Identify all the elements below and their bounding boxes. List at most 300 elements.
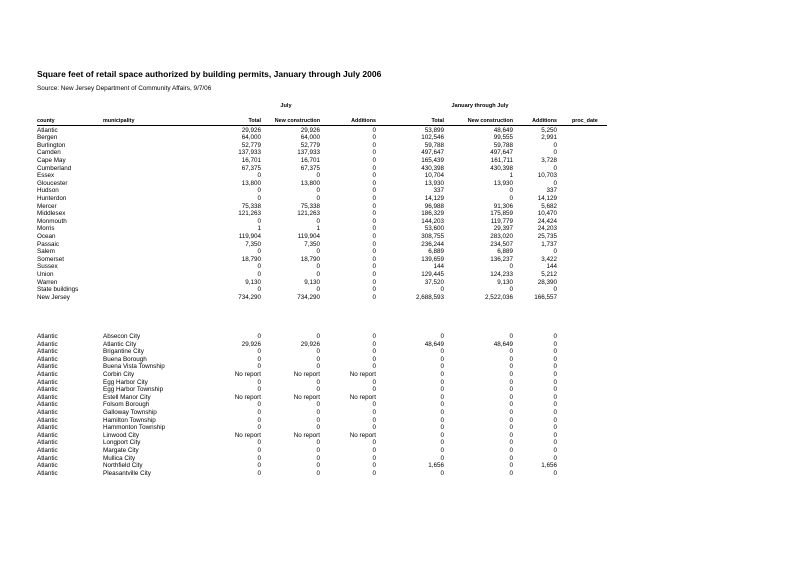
cell-ytd-new-construction: 0 — [509, 439, 513, 447]
cell-month-additions: No report — [349, 371, 376, 378]
cell-month-additions: 0 — [372, 447, 376, 454]
cell-month-new-construction: 119,904 — [297, 232, 320, 240]
cell-ytd-additions: 0 — [553, 179, 557, 187]
cell-municipality: Buena Vista Township — [103, 363, 165, 371]
cell-month-additions: No report — [349, 393, 376, 401]
cell-ytd-additions: 0 — [553, 371, 557, 378]
cell-month-additions: 0 — [372, 172, 376, 180]
cell-month-total: 0 — [257, 172, 261, 180]
cell-ytd-new-construction: 0 — [509, 469, 513, 477]
cell-ytd-total: 0 — [440, 371, 444, 378]
cell-ytd-new-construction: 0 — [509, 363, 513, 371]
cell-month-new-construction: 734,290 — [297, 293, 320, 301]
cell-ytd-total: 186,329 — [421, 210, 444, 218]
cell-county: Atlantic — [37, 348, 58, 356]
cell-month-additions: 0 — [372, 293, 376, 301]
cell-ytd-additions: 0 — [553, 149, 557, 157]
report-title: Square feet of retail space authorized by building permits, January through July 2006 — [37, 69, 382, 79]
municipality-row — [37, 470, 607, 478]
cell-month-additions: 0 — [372, 194, 376, 202]
cell-month-additions: 0 — [372, 141, 376, 149]
cell-ytd-new-construction: 6,889 — [497, 248, 513, 256]
cell-ytd-additions: 0 — [553, 454, 557, 462]
cell-month-additions: 0 — [372, 134, 376, 142]
cell-month-new-construction: 64,000 — [300, 134, 320, 142]
cell-month-total: 0 — [257, 469, 261, 477]
cell-county: Salem — [37, 248, 55, 256]
cell-month-total: 0 — [257, 263, 261, 271]
cell-month-total: 29,926 — [241, 340, 261, 348]
cell-ytd-new-construction: 0 — [509, 333, 513, 340]
cell-month-additions: 0 — [372, 454, 376, 462]
cell-month-additions: 0 — [372, 469, 376, 477]
cell-municipality: Hamilton Township — [103, 416, 156, 424]
cell-month-new-construction: 0 — [316, 409, 320, 416]
cell-ytd-new-construction: 29,397 — [493, 225, 513, 233]
cell-ytd-additions: 24,424 — [537, 217, 557, 225]
cell-municipality: Absecon City — [103, 333, 141, 340]
cell-ytd-additions: 1,656 — [541, 462, 557, 470]
cell-month-additions: 0 — [372, 149, 376, 157]
cell-county: Atlantic — [37, 393, 58, 401]
cell-month-new-construction: 75,338 — [300, 202, 320, 210]
cell-month-additions: 0 — [372, 340, 376, 348]
cell-ytd-total: 0 — [440, 363, 444, 371]
cell-month-additions: 0 — [372, 333, 376, 340]
cell-ytd-total: 0 — [440, 409, 444, 416]
cell-month-new-construction: 1 — [316, 225, 320, 233]
cell-county: Somerset — [37, 255, 64, 263]
cell-month-new-construction: No report — [293, 431, 320, 439]
cell-month-additions: 0 — [372, 401, 376, 409]
cell-month-total: 0 — [257, 409, 261, 416]
cell-municipality: Egg Harbor Township — [103, 386, 164, 394]
col-municipality: municipality — [103, 118, 135, 124]
cell-month-new-construction: 0 — [316, 270, 320, 278]
cell-county: Atlantic — [37, 454, 58, 462]
cell-county: Bergen — [37, 134, 58, 142]
cell-ytd-total: 0 — [440, 333, 444, 340]
cell-month-new-construction: 0 — [316, 355, 320, 363]
cell-ytd-new-construction: 48,649 — [493, 126, 513, 134]
cell-ytd-total: 102,546 — [421, 134, 444, 142]
cell-month-total: 0 — [257, 416, 261, 424]
cell-month-new-construction: 0 — [316, 378, 320, 386]
cell-ytd-total: 0 — [440, 447, 444, 454]
cell-month-total: 121,263 — [238, 210, 261, 218]
cell-county: Ocean — [37, 232, 56, 240]
cell-ytd-total: 430,398 — [421, 164, 444, 172]
cell-month-new-construction: 0 — [316, 416, 320, 424]
cell-county: Hudson — [37, 187, 59, 195]
cell-month-new-construction: No report — [293, 393, 320, 401]
cell-county: Atlantic — [37, 126, 58, 134]
cell-ytd-new-construction: 124,233 — [490, 270, 513, 278]
cell-ytd-new-construction: 2,522,036 — [484, 293, 513, 301]
cell-ytd-new-construction: 0 — [509, 409, 513, 416]
cell-month-new-construction: 9,130 — [304, 278, 320, 286]
cell-month-total: 0 — [257, 348, 261, 356]
cell-municipality: Longport City — [103, 439, 141, 447]
cell-ytd-new-construction: 91,306 — [493, 202, 513, 210]
col-ytd-total: Total — [431, 118, 444, 124]
cell-month-total: No report — [234, 393, 261, 401]
col-month-new-construction: New construction — [274, 118, 320, 124]
cell-month-new-construction: 16,701 — [300, 156, 320, 164]
cell-month-new-construction: 0 — [316, 439, 320, 447]
cell-month-new-construction: No report — [293, 371, 320, 378]
cell-county: Atlantic — [37, 416, 58, 424]
cell-month-total: 0 — [257, 194, 261, 202]
cell-month-total: 0 — [257, 217, 261, 225]
cell-ytd-total: 0 — [440, 386, 444, 394]
cell-month-additions: 0 — [372, 248, 376, 256]
cell-municipality: Margate City — [103, 447, 139, 454]
cell-month-additions: 0 — [372, 424, 376, 432]
cell-county: Atlantic — [37, 447, 58, 454]
cell-month-additions: 0 — [372, 240, 376, 248]
cell-month-new-construction: 0 — [316, 363, 320, 371]
cell-month-total: 9,130 — [245, 278, 261, 286]
cell-month-total: 64,000 — [241, 134, 261, 142]
cell-month-total: 734,290 — [238, 293, 261, 301]
cell-ytd-total: 139,659 — [421, 255, 444, 263]
cell-month-additions: 0 — [372, 217, 376, 225]
cell-county: Sussex — [37, 263, 58, 271]
cell-ytd-additions: 3,728 — [541, 156, 557, 164]
cell-county: Passaic — [37, 240, 60, 248]
cell-ytd-new-construction: 161,711 — [490, 156, 513, 164]
cell-ytd-additions: 0 — [553, 401, 557, 409]
cell-month-total: 0 — [257, 424, 261, 432]
cell-month-new-construction: 67,375 — [300, 164, 320, 172]
cell-ytd-total: 1,656 — [428, 462, 444, 470]
cell-ytd-new-construction: 0 — [509, 348, 513, 356]
cell-ytd-additions: 28,390 — [537, 278, 557, 286]
cell-ytd-additions: 5,250 — [541, 126, 557, 134]
cell-ytd-additions: 0 — [553, 409, 557, 416]
cell-ytd-additions: 0 — [553, 248, 557, 256]
cell-month-new-construction: 0 — [316, 248, 320, 256]
cell-ytd-additions: 144 — [546, 263, 557, 271]
cell-month-total: 0 — [257, 286, 261, 294]
cell-ytd-new-construction: 430,398 — [490, 164, 513, 172]
cell-municipality: Egg Harbor City — [103, 378, 148, 386]
cell-ytd-new-construction: 9,130 — [497, 278, 513, 286]
cell-month-total: 0 — [257, 439, 261, 447]
cell-county: Atlantic — [37, 333, 58, 340]
cell-ytd-new-construction: 283,020 — [490, 232, 513, 240]
cell-county: State buildings — [37, 286, 79, 294]
cell-county: Atlantic — [37, 469, 58, 477]
cell-ytd-new-construction: 0 — [509, 378, 513, 386]
cell-ytd-new-construction: 234,507 — [490, 240, 513, 248]
cell-ytd-new-construction: 0 — [509, 286, 513, 294]
cell-month-additions: 0 — [372, 164, 376, 172]
group-header-month: July — [280, 103, 292, 109]
cell-ytd-additions: 1,737 — [541, 240, 557, 248]
cell-ytd-total: 13,930 — [424, 179, 444, 187]
cell-month-additions: 0 — [372, 187, 376, 195]
cell-ytd-additions: 5,682 — [541, 202, 557, 210]
cell-ytd-new-construction: 0 — [509, 263, 513, 271]
cell-month-additions: 0 — [372, 462, 376, 470]
cell-month-new-construction: 52,779 — [300, 141, 320, 149]
cell-month-new-construction: 0 — [316, 424, 320, 432]
cell-ytd-new-construction: 0 — [509, 194, 513, 202]
cell-county: Cumberland — [37, 164, 72, 172]
cell-month-total: 0 — [257, 401, 261, 409]
cell-month-new-construction: 0 — [316, 401, 320, 409]
cell-county: Hunterdon — [37, 194, 67, 202]
cell-county: Gloucester — [37, 179, 68, 187]
cell-ytd-total: 144 — [433, 263, 444, 271]
cell-month-additions: 0 — [372, 179, 376, 187]
cell-municipality: Brigantine City — [103, 348, 144, 356]
cell-municipality: Mullica City — [103, 454, 136, 462]
cell-month-new-construction: 0 — [316, 263, 320, 271]
cell-county: Morris — [37, 225, 55, 233]
cell-month-total: 137,933 — [238, 149, 261, 157]
cell-ytd-new-construction: 175,859 — [490, 210, 513, 218]
cell-ytd-new-construction: 0 — [509, 355, 513, 363]
cell-ytd-new-construction: 0 — [509, 424, 513, 432]
cell-month-total: 7,350 — [245, 240, 261, 248]
cell-ytd-total: 0 — [440, 378, 444, 386]
cell-month-new-construction: 0 — [316, 469, 320, 477]
cell-month-additions: 0 — [372, 416, 376, 424]
cell-ytd-total: 0 — [440, 416, 444, 424]
cell-county: Union — [37, 270, 54, 278]
cell-county: Cape May — [37, 156, 66, 164]
cell-ytd-additions: 0 — [553, 355, 557, 363]
cell-ytd-total: 0 — [440, 454, 444, 462]
cell-county: Atlantic — [37, 363, 58, 371]
cell-county: Atlantic — [37, 439, 58, 447]
cell-ytd-new-construction: 1 — [509, 172, 513, 180]
cell-ytd-total: 6,889 — [428, 248, 444, 256]
cell-county: Monmouth — [37, 217, 67, 225]
cell-ytd-additions: 2,991 — [541, 134, 557, 142]
cell-month-total: 13,800 — [241, 179, 261, 187]
cell-county: Atlantic — [37, 424, 58, 432]
cell-ytd-additions: 0 — [553, 363, 557, 371]
cell-ytd-new-construction: 0 — [509, 386, 513, 394]
cell-month-total: 67,375 — [241, 164, 261, 172]
cell-ytd-additions: 5,212 — [541, 270, 557, 278]
cell-month-new-construction: 13,800 — [300, 179, 320, 187]
cell-ytd-total: 308,755 — [421, 232, 444, 240]
cell-county: Atlantic — [37, 431, 58, 439]
cell-ytd-total: 129,445 — [421, 270, 444, 278]
cell-ytd-additions: 0 — [553, 447, 557, 454]
cell-ytd-new-construction: 0 — [509, 431, 513, 439]
cell-month-new-construction: 0 — [316, 348, 320, 356]
group-header-ytd: January through July — [451, 103, 509, 109]
cell-ytd-new-construction: 0 — [509, 371, 513, 378]
cell-ytd-new-construction: 0 — [509, 462, 513, 470]
cell-county: Atlantic — [37, 371, 58, 378]
cell-month-additions: 0 — [372, 386, 376, 394]
cell-county: Camden — [37, 149, 61, 157]
cell-municipality: Buena Borough — [103, 355, 147, 363]
cell-ytd-additions: 0 — [553, 469, 557, 477]
cell-ytd-total: 165,439 — [421, 156, 444, 164]
cell-county: Warren — [37, 278, 58, 286]
cell-month-total: 0 — [257, 378, 261, 386]
cell-ytd-additions: 10,703 — [537, 172, 557, 180]
cell-month-total: 0 — [257, 355, 261, 363]
cell-ytd-new-construction: 119,779 — [490, 217, 513, 225]
cell-municipality: Folsom Borough — [103, 401, 150, 409]
cell-ytd-new-construction: 0 — [509, 393, 513, 401]
cell-ytd-new-construction: 59,788 — [493, 141, 513, 149]
cell-ytd-new-construction: 13,930 — [493, 179, 513, 187]
col-month-total: Total — [248, 118, 261, 124]
cell-month-new-construction: 121,263 — [297, 210, 320, 218]
cell-ytd-additions: 0 — [553, 416, 557, 424]
cell-ytd-additions: 0 — [553, 340, 557, 348]
cell-month-total: 29,926 — [241, 126, 261, 134]
cell-county: Atlantic — [37, 340, 58, 348]
cell-month-new-construction: 29,926 — [300, 340, 320, 348]
cell-county: Atlantic — [37, 355, 58, 363]
cell-month-additions: 0 — [372, 263, 376, 271]
cell-ytd-additions: 0 — [553, 439, 557, 447]
cell-municipality: Corbin City — [103, 371, 135, 378]
cell-ytd-additions: 3,422 — [541, 255, 557, 263]
cell-month-total: 0 — [257, 386, 261, 394]
cell-county: Mercer — [37, 202, 57, 210]
cell-municipality: Pleasantville City — [103, 469, 151, 477]
cell-ytd-additions: 0 — [553, 431, 557, 439]
cell-county: Atlantic — [37, 462, 58, 470]
cell-county: Atlantic — [37, 409, 58, 416]
cell-month-additions: 0 — [372, 355, 376, 363]
cell-ytd-total: 96,988 — [424, 202, 444, 210]
cell-ytd-additions: 10,470 — [537, 210, 557, 218]
cell-ytd-additions: 0 — [553, 378, 557, 386]
cell-ytd-total: 2,688,593 — [415, 293, 444, 301]
cell-county: Essex — [37, 172, 55, 180]
cell-ytd-total: 0 — [440, 439, 444, 447]
cell-municipality: Northfield City — [103, 462, 143, 470]
cell-month-additions: 0 — [372, 363, 376, 371]
county-row — [37, 294, 607, 302]
cell-month-additions: 0 — [372, 255, 376, 263]
cell-month-total: 0 — [257, 363, 261, 371]
cell-ytd-total: 144,203 — [421, 217, 444, 225]
cell-month-additions: No report — [349, 431, 376, 439]
cell-ytd-additions: 0 — [553, 386, 557, 394]
cell-month-new-construction: 0 — [316, 447, 320, 454]
cell-month-total: 0 — [257, 187, 261, 195]
cell-ytd-additions: 0 — [553, 286, 557, 294]
cell-ytd-total: 53,600 — [424, 225, 444, 233]
cell-month-new-construction: 0 — [316, 217, 320, 225]
cell-ytd-new-construction: 0 — [509, 454, 513, 462]
cell-month-additions: 0 — [372, 286, 376, 294]
cell-month-new-construction: 137,933 — [297, 149, 320, 157]
cell-ytd-total: 0 — [440, 286, 444, 294]
cell-ytd-total: 48,649 — [424, 340, 444, 348]
cell-ytd-total: 0 — [440, 424, 444, 432]
cell-ytd-new-construction: 497,647 — [490, 149, 513, 157]
col-proc-date: proc_date — [572, 118, 598, 124]
cell-month-total: 52,779 — [241, 141, 261, 149]
cell-ytd-new-construction: 0 — [509, 447, 513, 454]
cell-month-additions: 0 — [372, 270, 376, 278]
cell-ytd-additions: 14,129 — [537, 194, 557, 202]
cell-county: Atlantic — [37, 401, 58, 409]
cell-month-new-construction: 7,350 — [304, 240, 320, 248]
column-header-row — [37, 118, 607, 126]
col-ytd-new-construction: New construction — [467, 118, 513, 124]
cell-ytd-total: 0 — [440, 355, 444, 363]
cell-ytd-additions: 0 — [553, 393, 557, 401]
cell-month-additions: 0 — [372, 409, 376, 416]
cell-ytd-additions: 25,735 — [537, 232, 557, 240]
cell-month-additions: 0 — [372, 225, 376, 233]
cell-county: Atlantic — [37, 378, 58, 386]
cell-month-new-construction: 0 — [316, 462, 320, 470]
cell-ytd-total: 0 — [440, 393, 444, 401]
source-note: Source: New Jersey Department of Community Affairs, 9/7/06 — [37, 85, 212, 92]
cell-ytd-total: 236,244 — [421, 240, 444, 248]
cell-ytd-new-construction: 0 — [509, 187, 513, 195]
cell-month-additions: 0 — [372, 210, 376, 218]
cell-municipality: Hammonton Township — [103, 424, 166, 432]
cell-month-additions: 0 — [372, 278, 376, 286]
col-month-additions: Additions — [351, 118, 376, 124]
cell-ytd-total: 10,704 — [424, 172, 444, 180]
cell-county: New Jersey — [37, 293, 70, 301]
cell-ytd-total: 37,520 — [424, 278, 444, 286]
cell-month-new-construction: 0 — [316, 286, 320, 294]
cell-month-additions: 0 — [372, 202, 376, 210]
cell-ytd-additions: 0 — [553, 333, 557, 340]
cell-ytd-additions: 0 — [553, 348, 557, 356]
cell-ytd-total: 0 — [440, 431, 444, 439]
cell-month-total: 0 — [257, 462, 261, 470]
cell-month-new-construction: 0 — [316, 194, 320, 202]
cell-ytd-new-construction: 99,555 — [493, 134, 513, 142]
cell-municipality: Atlantic City — [103, 340, 137, 348]
cell-ytd-total: 337 — [433, 187, 444, 195]
cell-ytd-additions: 0 — [553, 424, 557, 432]
cell-month-new-construction: 0 — [316, 386, 320, 394]
cell-ytd-total: 53,899 — [424, 126, 444, 134]
cell-ytd-total: 14,129 — [424, 194, 444, 202]
cell-month-total: No report — [234, 431, 261, 439]
cell-ytd-additions: 337 — [546, 187, 557, 195]
cell-municipality: Linwood City — [103, 431, 140, 439]
cell-month-total: 0 — [257, 270, 261, 278]
cell-ytd-total: 0 — [440, 348, 444, 356]
cell-month-total: 1 — [257, 225, 261, 233]
cell-month-total: 0 — [257, 333, 261, 340]
cell-month-total: 0 — [257, 447, 261, 454]
cell-month-additions: 0 — [372, 126, 376, 134]
cell-municipality: Galloway Township — [103, 409, 157, 416]
cell-month-total: 0 — [257, 248, 261, 256]
cell-ytd-total: 0 — [440, 469, 444, 477]
cell-month-additions: 0 — [372, 156, 376, 164]
cell-month-new-construction: 0 — [316, 454, 320, 462]
col-ytd-additions: Additions — [532, 118, 557, 124]
cell-month-new-construction: 18,790 — [300, 255, 320, 263]
cell-ytd-new-construction: 48,649 — [493, 340, 513, 348]
